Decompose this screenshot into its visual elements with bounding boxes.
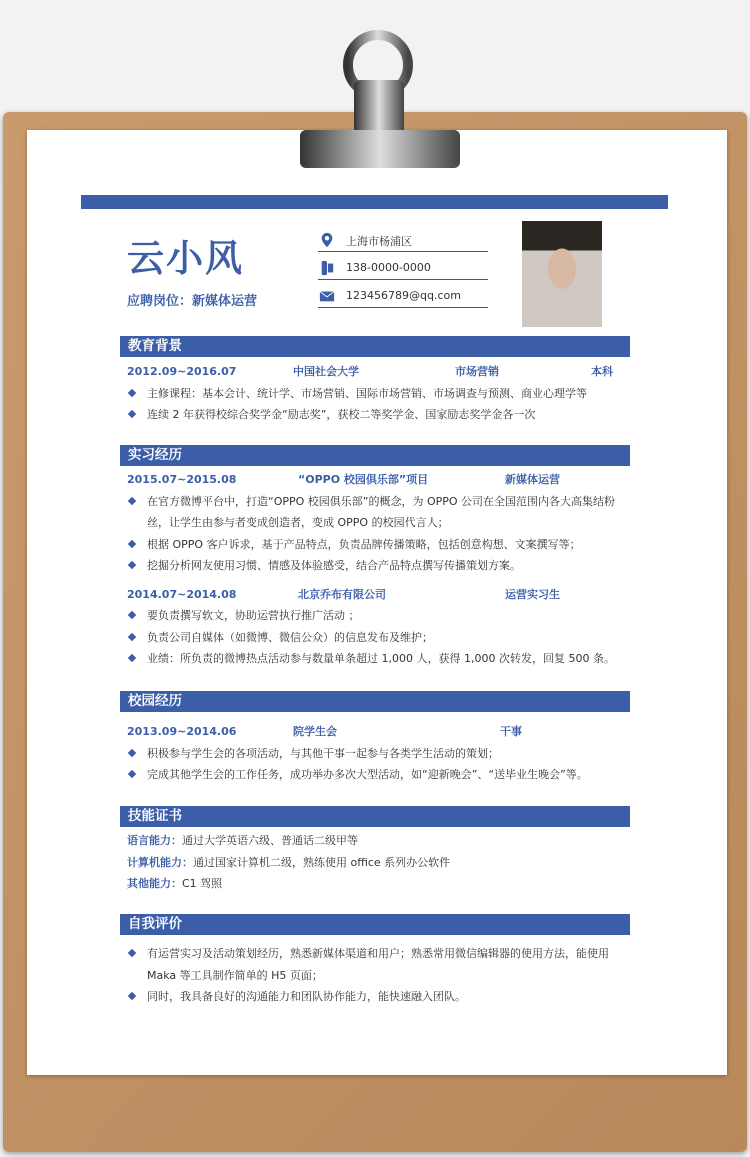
section-internship xyxy=(120,445,630,670)
email-icon xyxy=(318,288,336,304)
list-item: 积极参与学生会的各项活动，与其他干事一起参与各类学生活动的策划； xyxy=(120,743,630,765)
list-item: 要负责撰写软文，协助运营执行推广活动 ； xyxy=(120,605,630,627)
role: 运营实习生 xyxy=(505,587,560,601)
contact-email: 123456789@qq.com xyxy=(318,286,488,308)
skill-label: 语言能力： xyxy=(127,834,182,847)
section-skills xyxy=(120,806,630,895)
profile-photo xyxy=(522,221,602,327)
job-row xyxy=(120,584,630,606)
section-title: 校园经历 xyxy=(120,691,630,712)
list-item: 连续 2 年获得校综合奖学金“励志奖”，获校二等奖学金、国家励志奖学金各一次 xyxy=(120,404,630,426)
school: 中国社会大学 xyxy=(293,365,359,378)
date: 2013.09~2014.06 xyxy=(127,725,237,738)
list-item: 负责公司自媒体（如微博、微信公众）的信息发布及维护； xyxy=(120,627,630,649)
section-title: 教育背景 xyxy=(120,336,630,357)
major: 市场营销 xyxy=(455,365,499,378)
organization: 北京乔布有限公司 xyxy=(298,587,386,601)
skill-value: 通过大学英语六级、普通话二级甲等 xyxy=(182,834,358,847)
section-title: 自我评价 xyxy=(120,914,630,935)
list-item: 主修课程：基本会计、统计学、市场营销、国际市场营销、市场调查与预测、商业心理学等 xyxy=(120,383,630,405)
skill-label: 其他能力： xyxy=(127,877,182,890)
section-title: 实习经历 xyxy=(120,445,630,466)
job-row xyxy=(120,469,630,491)
list-item: 完成其他学生会的工作任务，成功举办多次大型活动，如“迎新晚会”、“送毕业生晚会”等。 xyxy=(120,764,630,786)
skill-item xyxy=(127,830,630,852)
section-title: 技能证书 xyxy=(120,806,630,827)
job-position: 应聘岗位：新媒体运营 xyxy=(127,294,258,309)
date: 2012.09~2016.07 xyxy=(127,365,237,378)
phone-icon xyxy=(318,260,336,276)
degree: 本科 xyxy=(591,365,613,378)
section-self-evaluation xyxy=(120,914,630,1008)
organization: 院学生会 xyxy=(293,725,337,738)
header-bar xyxy=(81,195,668,209)
contact-address: 上海市杨浦区 xyxy=(318,230,488,252)
role: 新媒体运营 xyxy=(505,473,560,486)
list-item: 在官方微博平台中，打造“OPPO 校园俱乐部”的概念，为 OPPO 公司在全国范围内各大高集结粉丝，让学生由参与者变成创造者，变成 OPPO 的校园代言人； xyxy=(120,491,630,534)
skill-item xyxy=(127,873,630,895)
list-item: 挖掘分析网友使用习惯、情感及体验感受，结合产品特点撰写传播策划方案。 xyxy=(120,555,630,577)
education-row xyxy=(120,361,630,383)
location-pin-icon xyxy=(318,232,336,248)
candidate-name: 云小风 xyxy=(127,237,244,280)
contact-phone: 138-0000-0000 xyxy=(318,258,488,280)
role: 干事 xyxy=(500,725,522,738)
skill-value: C1 驾照 xyxy=(182,877,223,890)
campus-row xyxy=(120,721,630,743)
organization: “OPPO 校园俱乐部”项目 xyxy=(298,473,429,486)
list-item: 有运营实习及活动策划经历，熟悉新媒体渠道和用户；熟悉常用微信编辑器的使用方法，能使用 Maka 等工具制作简单的 H5 页面； xyxy=(120,943,630,986)
date: 2014.07~2014.08 xyxy=(127,587,237,601)
section-education xyxy=(120,336,630,426)
skill-item xyxy=(127,852,630,874)
list-item: 同时，我具备良好的沟通能力和团队协作能力，能快速融入团队。 xyxy=(120,986,630,1008)
date: 2015.07~2015.08 xyxy=(127,473,237,486)
section-campus xyxy=(120,691,630,786)
skill-label: 计算机能力： xyxy=(127,855,193,869)
list-item: 业绩：所负责的微博热点活动参与数量单条超过 1,000 人，获得 1,000 次转发，回复 500 条。 xyxy=(120,648,630,670)
binder-clip-icon xyxy=(300,25,460,170)
skill-value: 通过国家计算机二级，熟练使用 office 系列办公软件 xyxy=(193,855,451,869)
list-item: 根据 OPPO 客户诉求，基于产品特点，负责品牌传播策略，包括创意构想、文案撰写等； xyxy=(120,534,630,556)
